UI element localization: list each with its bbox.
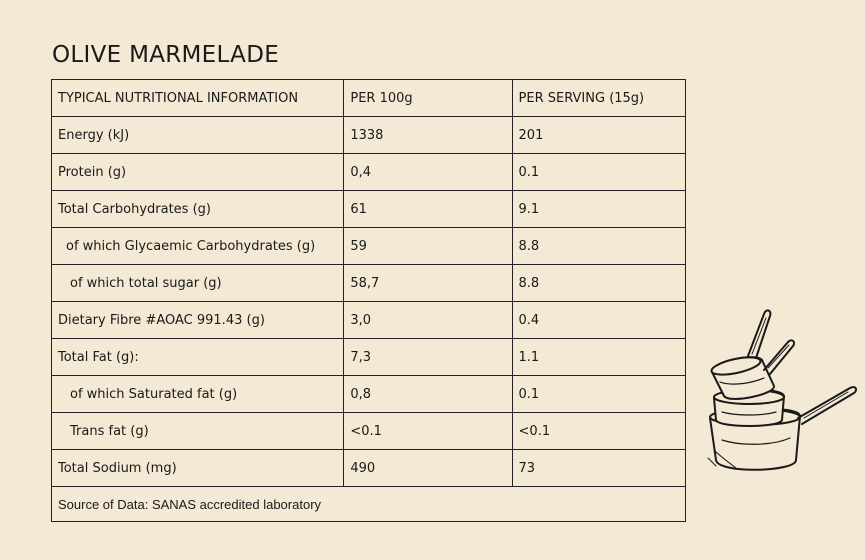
row-per-100g: 0,8 xyxy=(344,376,512,413)
table-row xyxy=(52,265,686,302)
source-row xyxy=(52,487,686,522)
table-header-row xyxy=(52,80,686,117)
table-row xyxy=(52,413,686,450)
table-row xyxy=(52,117,686,154)
table-row xyxy=(52,450,686,487)
row-label: Total Sodium (mg) xyxy=(52,450,344,487)
source-note: Source of Data: SANAS accredited laboratory xyxy=(52,487,686,522)
row-label: Total Fat (g): xyxy=(52,339,344,376)
row-label: Total Carbohydrates (g) xyxy=(52,191,344,228)
row-per-serving: 73 xyxy=(512,450,685,487)
table-row xyxy=(52,191,686,228)
cooking-pots-icon xyxy=(700,300,860,480)
table-row xyxy=(52,339,686,376)
row-label: Dietary Fibre #AOAC 991.43 (g) xyxy=(52,302,344,339)
row-per-100g: 59 xyxy=(344,228,512,265)
row-per-100g: 1338 xyxy=(344,117,512,154)
row-per-100g: 490 xyxy=(344,450,512,487)
row-per-100g: 7,3 xyxy=(344,339,512,376)
table-row xyxy=(52,302,686,339)
row-per-serving: 8.8 xyxy=(512,228,685,265)
row-per-100g: 3,0 xyxy=(344,302,512,339)
row-label: of which Saturated fat (g) xyxy=(52,376,344,413)
row-label: Protein (g) xyxy=(52,154,344,191)
row-per-serving: <0.1 xyxy=(512,413,685,450)
row-per-serving: 9.1 xyxy=(512,191,685,228)
row-per-serving: 0.1 xyxy=(512,154,685,191)
page-title: OLIVE MARMELADE xyxy=(52,42,280,68)
row-per-serving: 1.1 xyxy=(512,339,685,376)
row-per-100g: <0.1 xyxy=(344,413,512,450)
row-per-100g: 0,4 xyxy=(344,154,512,191)
row-label: of which total sugar (g) xyxy=(52,265,344,302)
header-cell-per-100g: PER 100g xyxy=(344,80,512,117)
row-per-serving: 0.4 xyxy=(512,302,685,339)
table-row xyxy=(52,154,686,191)
row-per-serving: 0.1 xyxy=(512,376,685,413)
row-label: Energy (kJ) xyxy=(52,117,344,154)
header-cell-label: TYPICAL NUTRITIONAL INFORMATION xyxy=(52,80,344,117)
row-per-100g: 58,7 xyxy=(344,265,512,302)
nutrition-table xyxy=(51,79,686,522)
row-label: Trans fat (g) xyxy=(52,413,344,450)
row-label: of which Glycaemic Carbohydrates (g) xyxy=(52,228,344,265)
row-per-serving: 201 xyxy=(512,117,685,154)
table-row xyxy=(52,228,686,265)
table-row xyxy=(52,376,686,413)
row-per-serving: 8.8 xyxy=(512,265,685,302)
row-per-100g: 61 xyxy=(344,191,512,228)
header-cell-per-serving: PER SERVING (15g) xyxy=(512,80,685,117)
